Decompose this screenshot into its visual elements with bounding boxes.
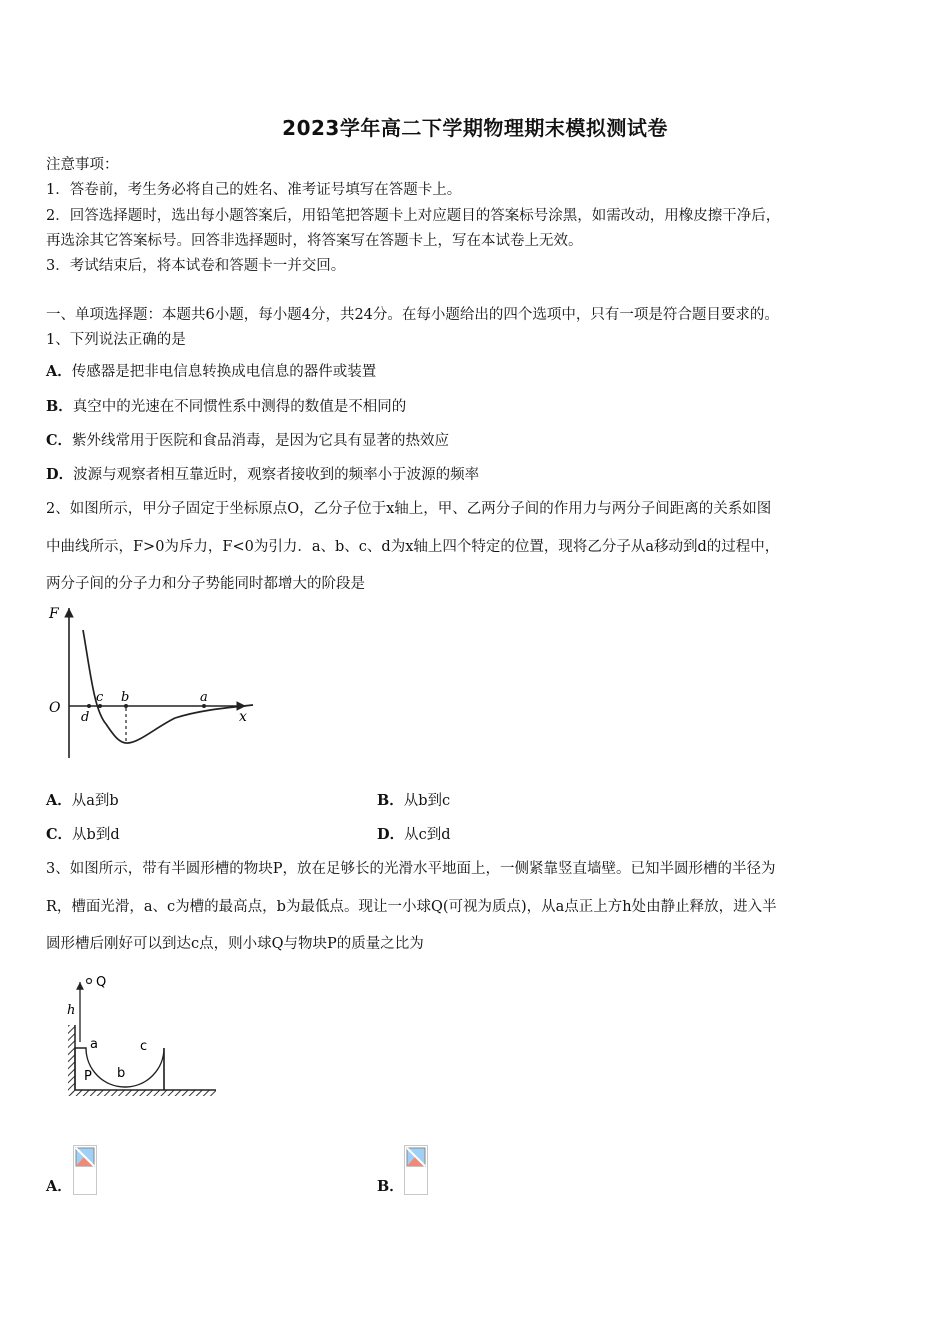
- q3-option-a: A．: [46, 1178, 72, 1195]
- question-3-stem: R，槽面光滑，a、c为槽的最高点，b为最低点。现让一小球Q(可视为质点)，从a点正上方h处由静止释放，进入半: [46, 899, 777, 915]
- q2-option-a: A．从a到b: [46, 792, 119, 809]
- q1-option-c: C．紫外线常用于医院和食品消毒，是因为它具有显著的热效应: [46, 432, 450, 449]
- ball-q: [87, 979, 92, 984]
- x-label: x: [239, 709, 247, 725]
- q-label: Q: [96, 975, 107, 990]
- b-label: b: [121, 690, 130, 705]
- q1-option-d: D．波源与观察者相互靠近时，观察者接收到的频率小于波源的频率: [46, 466, 480, 483]
- b-label: b: [117, 1066, 126, 1081]
- notes-heading: 注意事项：: [46, 157, 119, 173]
- question-3-stem: 3、如图所示，带有半圆形槽的物块P，放在足够长的光滑水平地面上，一侧紧靠竖直墙壁。已知半圆形槽的半径为: [46, 861, 776, 877]
- note-item: 1．答卷前，考生务必将自己的姓名、准考证号填写在答题卡上。: [46, 182, 462, 198]
- broken-image-icon: [73, 1145, 97, 1195]
- c-label: c: [96, 690, 104, 705]
- question-2-stem: 两分子间的分子力和分子势能同时都增大的阶段是: [46, 576, 365, 592]
- page-title: 2023学年高二下学期物理期末模拟测试卷: [282, 116, 668, 140]
- q2-option-b: B．从b到c: [377, 792, 451, 809]
- force-distance-figure: [40, 600, 260, 765]
- o-label: O: [49, 700, 61, 716]
- wall-hatch: [68, 1025, 75, 1095]
- note-item: 3．考试结束后，将本试卷和答题卡一并交回。: [46, 258, 346, 274]
- f-label: F: [49, 606, 59, 622]
- question-2-stem: 2、如图所示，甲分子固定于坐标原点O，乙分子位于x轴上，甲、乙两分子间的作用力与两分子间距离的关系如图: [46, 501, 772, 517]
- section-heading: 一、单项选择题：本题共6小题，每小题4分，共24分。在每小题给出的四个选项中，只有一项是符合题目要求的。: [46, 307, 779, 323]
- d-label: d: [81, 710, 90, 725]
- p-label: P: [84, 1069, 92, 1084]
- question-3-stem: 圆形槽后刚好可以到达c点，则小球Q与物块P的质量之比为: [46, 936, 424, 952]
- q2-option-d: D．从c到d: [377, 826, 451, 843]
- note-item: 2．回答选择题时，选出每小题答案后，用铅笔把答题卡上对应题目的答案标号涂黑，如需改动，用橡皮擦干净后，: [46, 208, 781, 224]
- q2-option-c: C．从b到d: [46, 826, 120, 843]
- force-curve: [83, 630, 253, 743]
- q1-option-b: B．真空中的光速在不同惯性系中测得的数值是不相同的: [46, 398, 407, 415]
- c-label: c: [140, 1039, 148, 1054]
- question-1-stem: 1、下列说法正确的是: [46, 332, 186, 348]
- broken-image-icon: [404, 1145, 428, 1195]
- semicircle-groove-figure: [60, 970, 230, 1105]
- q3-option-b: B．: [377, 1178, 404, 1195]
- a-label: a: [90, 1037, 98, 1052]
- note-item: 再选涂其它答案标号。回答非选择题时，将答案写在答题卡上，写在本试卷上无效。: [46, 233, 583, 249]
- question-2-stem: 中曲线所示，F>0为斥力，F<0为引力．a、b、c、d为x轴上四个特定的位置，现将乙分子从a移动到d的过程中，: [46, 539, 780, 555]
- h-label: h: [67, 1003, 76, 1018]
- ground-hatch: [68, 1090, 216, 1096]
- q1-option-a: A．传感器是把非电信息转换成电信息的器件或装置: [46, 363, 377, 380]
- a-label: a: [200, 690, 208, 705]
- point-d: [87, 704, 91, 708]
